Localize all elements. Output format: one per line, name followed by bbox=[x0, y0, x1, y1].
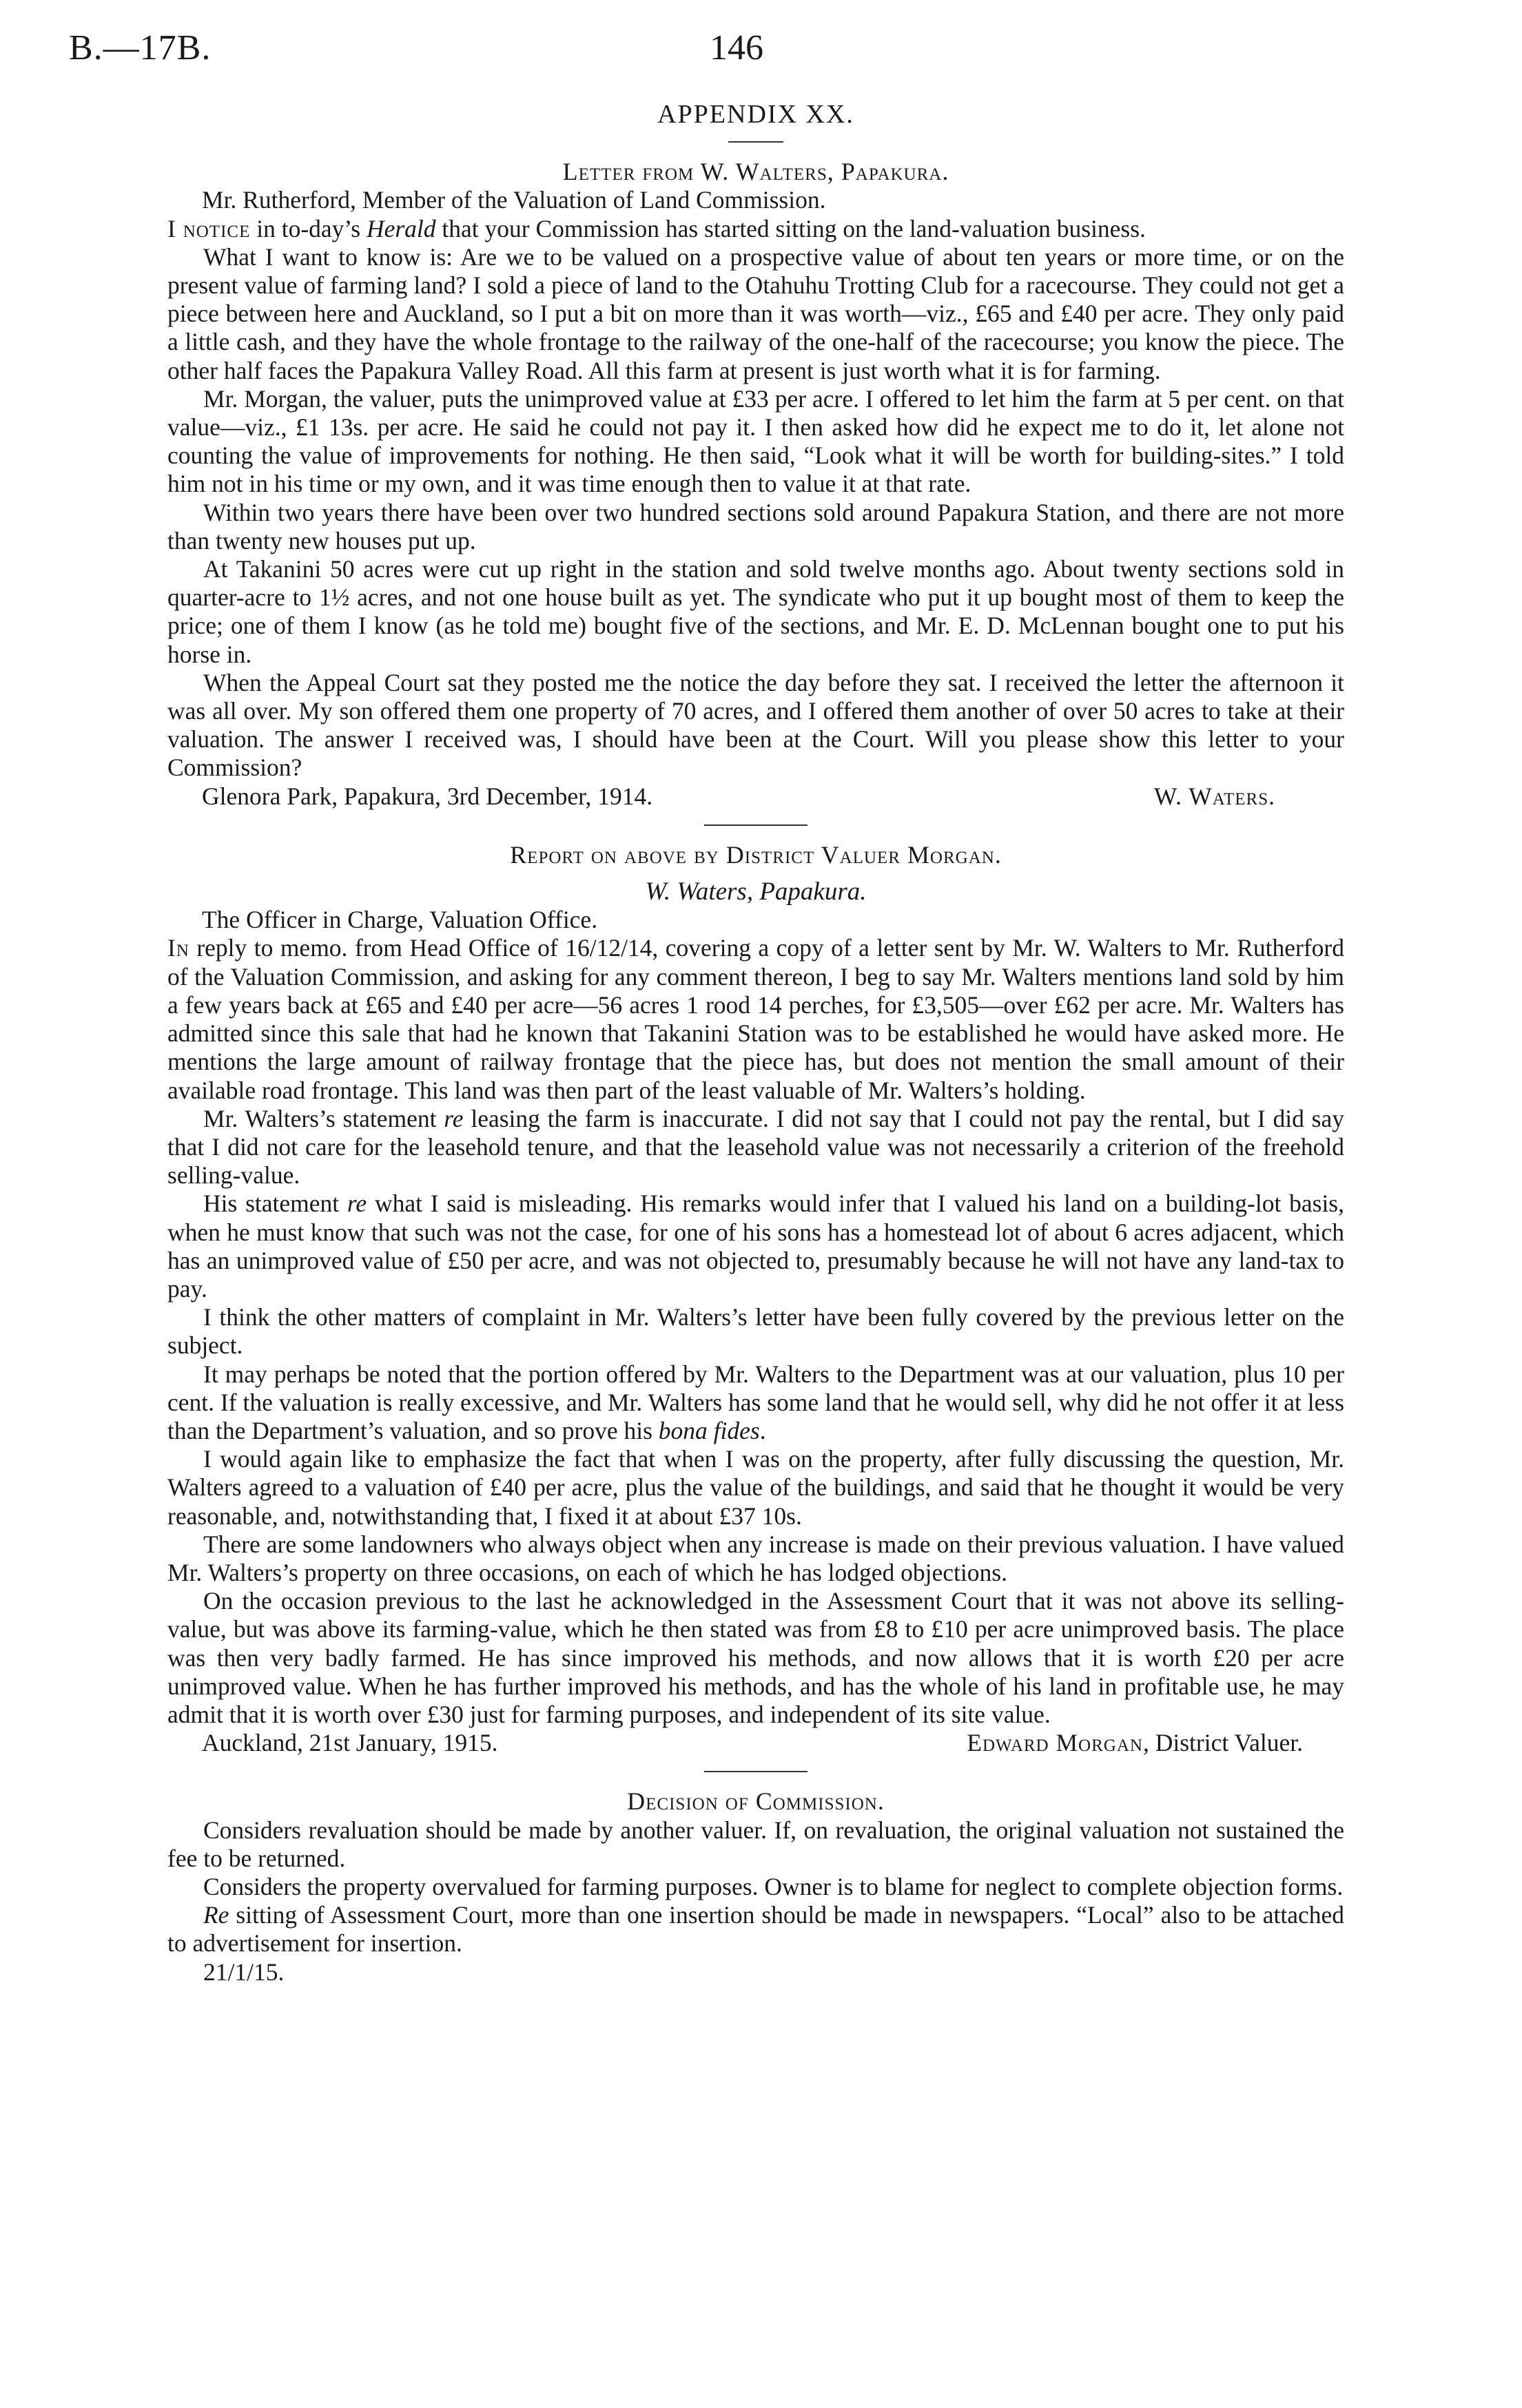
decision-heading: Decision of Commission. bbox=[627, 1787, 885, 1816]
report-p5-text-a: It may perhaps be noted that the portion offered by Mr. Walters to the Department was at our valuation, plus 10 per cent. If the valuation is really excessive, and Mr. Walters has some land that he would sell, why did he not offer it at less than the Department’s valuation, and so prove his bbox=[167, 1360, 1344, 1444]
report-paragraph-6: I would again like to emphasize the fact that when I was on the property, after fully discussing the question, Mr. Walters agreed to a valuation of £40 per acre, plus the value of the buildings, and said that he thought it would be very reasonable, and, notwithstanding that, I fixed it at about £37 10s. bbox=[167, 1445, 1344, 1530]
report-subheading bbox=[167, 878, 1344, 906]
title-rule bbox=[728, 141, 783, 143]
letter-heading: Letter from W. Walters, Papakura. bbox=[562, 158, 949, 186]
decision-paragraph-3 bbox=[167, 1901, 1344, 1958]
report-p1-text: reply to memo. from Head Office of 16/12/14, covering a copy of a letter sent by Mr. W. Walters to Mr. Rutherford of the Valuation Commission, and asking for any comment thereon, I beg to say Mr. Walters mentions land sold by him a few years back at £65 and £40 per acre—56 acres 1 rood 14 perches, for £3,505—over £62 per acre. Mr. Walters has admitted since this sale that had he known that Takanini Station was to be established he would have asked more. He mentions the large amount of railway frontage that the piece has, but does not mention the small amount of their available road frontage. This land was then part of the least valuable of Mr. Walters’s holding. bbox=[167, 934, 1344, 1104]
report-p1-lead: In bbox=[167, 934, 189, 962]
report-paragraph-8: On the occasion previous to the last he acknowledged in the Assessment Court that it was not above its selling-value, but was above its farming-value, which he then stated was from £8 to £10 per acre unimproved basis. The place was then very badly farmed. He has since improved his methods, and now allows that it is worth £20 per acre unimproved value. When he has further improved his methods, and has the whole of his land in profitable use, he may admit that it is worth over £30 just for farming purposes, and independent of its site value. bbox=[167, 1587, 1344, 1728]
decision-paragraph-2: Considers the property overvalued for farming purposes. Owner is to blame for neglect to complete objection forms. bbox=[203, 1872, 1344, 1900]
report-p5-italic: bona fides bbox=[658, 1416, 760, 1444]
letter-paragraph-2: What I want to know is: Are we to be valued on a prospective value of about ten years or more time, or on the present value of farming land? I sold a piece of land to the Otahuhu Trotting Club for a racecourse. They could not get a piece between here and Auckland, so I put a bit on more than it was worth—viz., £65 and £40 per acre. They only paid a little cash, and they have the whole frontage to the railway of the one-half of the racecourse; you know the piece. The other half faces the Papakura Valley Road. All this farm at present is just worth what it is for farming. bbox=[167, 242, 1344, 384]
section-rule-2 bbox=[704, 1771, 808, 1772]
report-signature-name: Edward Morgan bbox=[967, 1729, 1143, 1757]
report-place-date: Auckland, 21st January, 1915. bbox=[202, 1729, 498, 1757]
parliamentary-paper-ref: B.—17B. bbox=[69, 28, 212, 68]
letter-p1-text-b: that your Commission has started sitting on the land-valuation business. bbox=[435, 214, 1146, 242]
letter-paragraph-3: Mr. Morgan, the valuer, puts the unimproved value at £33 per acre. I offered to let him the farm at 5 per cent. on that value—viz., £1 13s. per acre. He said he could not pay it. I then asked how did he expect me to do it, let alone not counting the value of improvements for nothing. He then said, “Look what it will be worth for building-sites.” I told him not in his time or my own, and it was time enough then to value it at that rate. bbox=[167, 384, 1344, 498]
report-heading: Report on above by District Valuer Morgan. bbox=[510, 840, 1002, 869]
letter-paragraph-5: At Takanini 50 acres were cut up right in the station and sold twelve months ago. About twenty sections sold in quarter-acre to 1½ acres, and not one house built as yet. The syndicate who put it up bought most of them to keep the price; one of them I know (as he told me) bought five of the sections, and Mr. E. D. McLennan bought one to put his horse in. bbox=[167, 555, 1344, 668]
letter-place-date: Glenora Park, Papakura, 3rd December, 1914. bbox=[202, 782, 653, 810]
letter-salutation: Mr. Rutherford, Member of the Valuation of Land Commission. bbox=[202, 186, 826, 214]
letter-paragraph-4: Within two years there have been over two hundred sections sold around Papakura Station, and there are not more than twenty new houses put up. bbox=[167, 498, 1344, 554]
decision-date: 21/1/15. bbox=[203, 1958, 285, 1986]
report-subject: W. Waters, Papakura. bbox=[645, 878, 867, 906]
page-number: 146 bbox=[710, 28, 763, 68]
appendix-title: APPENDIX XX. bbox=[657, 100, 854, 129]
report-p2-text-a: Mr. Walters’s statement bbox=[203, 1104, 444, 1132]
newspaper-title: Herald bbox=[366, 214, 436, 242]
letter-signature: W. Waters. bbox=[1153, 782, 1275, 810]
report-paragraph-1 bbox=[167, 934, 1344, 1104]
report-paragraph-5 bbox=[167, 1360, 1344, 1446]
report-paragraph-4: I think the other matters of complaint in Mr. Walters’s letter have been fully covered by the previous letter on the subject. bbox=[167, 1303, 1344, 1360]
report-p2-text-b: leasing the farm is inaccurate. I did not say that I could not pay the rental, but I did say that I did not care for the leasehold tenure, and that the leasehold value was not necessarily a criterion of the freehold selling-value. bbox=[167, 1104, 1344, 1190]
report-paragraph-7: There are some landowners who always object when any increase is made on their previous valuation. I have valued Mr. Walters’s property on three occasions, on each of which he has lodged objections. bbox=[167, 1530, 1344, 1586]
letter-signoff bbox=[167, 782, 1344, 811]
text-column bbox=[167, 91, 1344, 1986]
decision-p3-text: sitting of Assessment Court, more than one insertion should be made in newspapers. “Local” also to be attached to advertisement for insertion. bbox=[167, 1901, 1344, 1958]
report-p3-italic: re bbox=[347, 1190, 367, 1218]
report-p3-text-b: what I said is misleading. His remarks would infer that I valued his land on a building-lot basis, when he must know that such was not the case, for one of his sons has a homestead lot of about 6 acres adjacent, which has an unimproved value of £50 per acre, and was not objected to, presumably because he will not have any land-tax to pay. bbox=[167, 1190, 1344, 1302]
report-p3-text-a: His statement bbox=[203, 1190, 347, 1218]
letter-p1-lead: I notice bbox=[167, 214, 251, 242]
letter-paragraph-1 bbox=[167, 215, 1344, 243]
decision-p3-italic: Re bbox=[203, 1901, 229, 1929]
report-paragraph-2 bbox=[167, 1105, 1344, 1190]
report-p5-text-b: . bbox=[759, 1416, 766, 1444]
report-salutation: The Officer in Charge, Valuation Office. bbox=[202, 906, 598, 934]
report-signature-title: , District Valuer. bbox=[1142, 1729, 1303, 1757]
report-signoff bbox=[167, 1729, 1344, 1757]
report-paragraph-3 bbox=[167, 1190, 1344, 1303]
running-header bbox=[0, 28, 1522, 90]
letter-p1-text-a: in to-day’s bbox=[250, 214, 367, 242]
letter-paragraph-6: When the Appeal Court sat they posted me the notice the day before they sat. I received the letter the afternoon it was all over. My son offered them one property of 70 acres, and I offered them another of over 50 acres to take at their valuation. The answer I received was, I should have been at the Court. Will you please show this letter to your Commission? bbox=[167, 668, 1344, 782]
report-p2-italic: re bbox=[444, 1104, 464, 1132]
report-signature bbox=[967, 1729, 1303, 1757]
section-rule-1 bbox=[704, 824, 808, 826]
decision-paragraph-1: Considers revaluation should be made by another valuer. If, on revaluation, the original valuation not sustained the fee to be returned. bbox=[167, 1816, 1344, 1872]
